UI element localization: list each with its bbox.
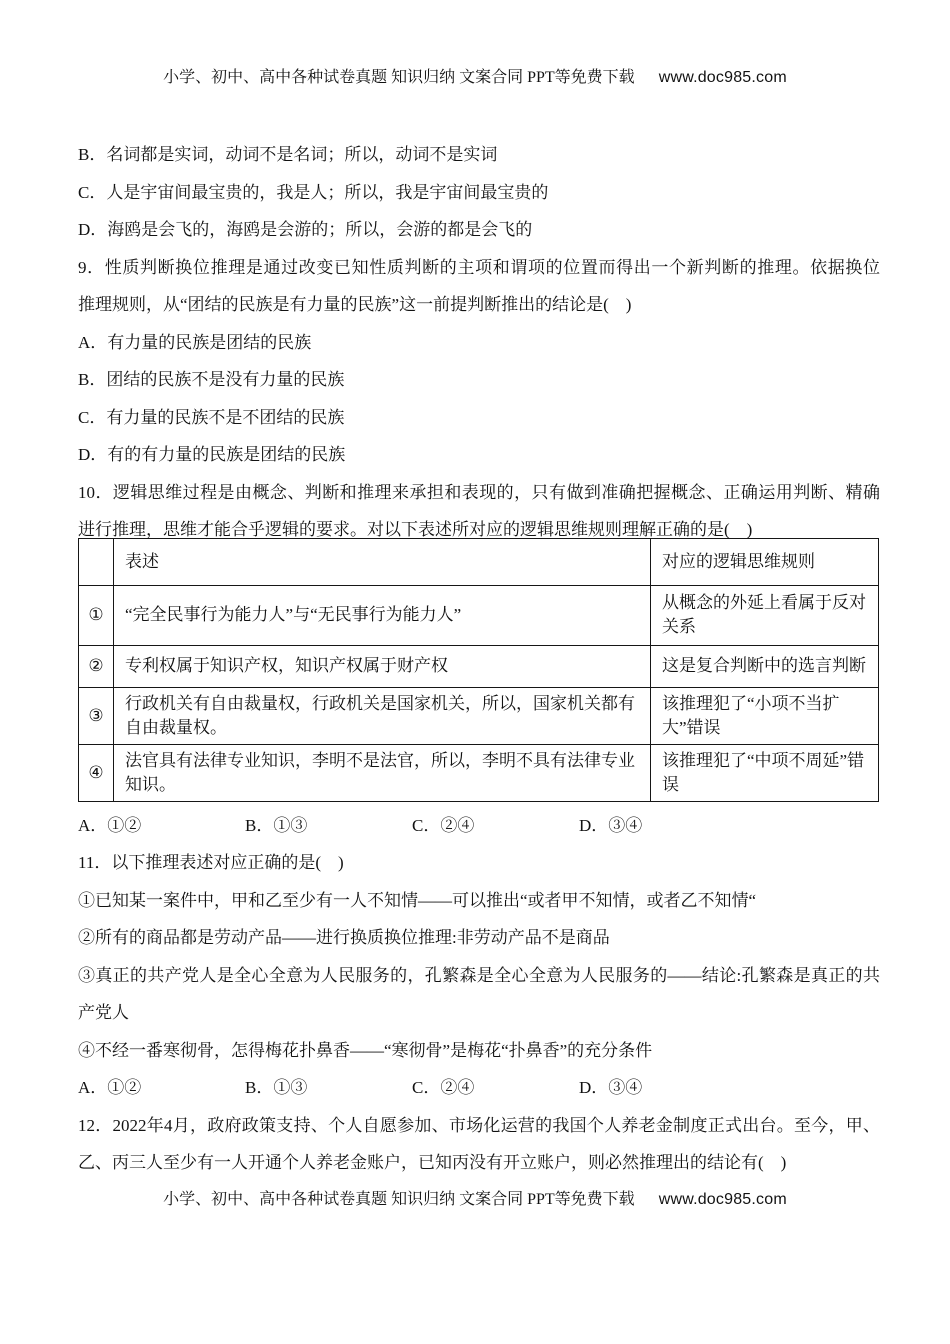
q9-option-b: B．团结的民族不是没有力量的民族 [78,370,345,389]
statement-cell: 专利权属于知识产权，知识产权属于财产权 [114,645,651,687]
header-promo-text: 小学、初中、高中各种试卷真题 知识归纳 文案合同 PPT等免费下载 [163,69,635,86]
statement-cell: 法官具有法律专业知识，李明不是法官，所以，李明不具有法律专业知识。 [114,744,651,801]
q10-option-d: D．③④ [579,815,643,835]
q11-item-3-line-1: ③真正的共产党人是全心全意为人民服务的，孔繁森是全心全意为人民服务的——结论:孔繁森是真正的共 [78,965,880,985]
row-number-cell: ④ [79,744,114,801]
q8-option-b: B．名词都是实词，动词不是名词；所以，动词不是实词 [78,145,498,164]
q10-option-a: A．①② [78,815,142,835]
q11-item-1: ①已知某一案件中，甲和乙至少有一人不知情——可以推出“或者甲不知情，或者乙不知情“ [78,890,757,910]
q10-stem-line-2: 进行推理，思维才能合乎逻辑的要求。对以下表述所对应的逻辑思维规则理解正确的是( ) [78,520,753,539]
q8-option-c: C．人是宇宙间最宝贵的，我是人；所以，我是宇宙间最宝贵的 [78,182,549,202]
statement-cell: “完全民事行为能力人”与“无民事行为能力人” [114,585,651,645]
page-footer [0,1190,950,1210]
q11-item-2: ②所有的商品都是劳动产品——进行换质换位推理:非劳动产品不是商品 [78,928,610,947]
table-row [79,744,879,801]
row-number-cell: ③ [79,687,114,744]
q10-options-row [78,807,880,845]
header-site-url: www.doc985.com [658,69,787,86]
row-number-cell: ① [79,585,114,645]
rule-cell: 该推理犯了“小项不当扩大”错误 [651,687,879,744]
table-row [79,645,879,687]
statement-cell: 行政机关有自由裁量权，行政机关是国家机关，所以，国家机关都有自由裁量权。 [114,687,651,744]
q8-option-d: D．海鸥是会飞的，海鸥是会游的；所以，会游的都是会飞的 [78,220,533,239]
q9-option-c: C．有力量的民族不是不团结的民族 [78,407,345,427]
q11-option-a: A．①② [78,1078,142,1097]
page-header [0,68,950,88]
q10-option-b: B．①③ [245,815,308,835]
rule-cell: 该推理犯了“中项不周延”错误 [651,744,879,801]
q9-option-a: A．有力量的民族是团结的民族 [78,332,312,352]
footer-site-url: www.doc985.com [658,1191,787,1208]
q9-stem-line-2: 推理规则，从“团结的民族是有力量的民族”这一前提判断推出的结论是( ) [78,295,632,314]
q11-stem: 11．以下推理表述对应正确的是( ) [78,853,344,872]
q11-item-4: ④不经一番寒彻骨，怎得梅花扑鼻香——“寒彻骨”是梅花“扑鼻香”的充分条件 [78,1040,653,1060]
rule-cell: 这是复合判断中的选言判断 [651,645,879,687]
q11-options-row [78,1069,880,1107]
q11-item-3-line-2: 产党人 [78,1003,129,1022]
table-row [79,687,879,744]
q11-option-c: C．②④ [412,1078,475,1097]
q12-stem-line-2: 乙、丙三人至少有一人开通个人养老金账户，已知丙没有开立账户，则必然推理出的结论有( ) [78,1153,787,1172]
row-number-cell: ② [79,645,114,687]
q11-option-b: B．①③ [245,1078,308,1097]
table-row [79,585,879,645]
q10-rules-table [78,538,879,802]
footer-promo-text: 小学、初中、高中各种试卷真题 知识归纳 文案合同 PPT等免费下载 [163,1191,635,1208]
q10-stem-line-1: 10．逻辑思维过程是由概念、判断和推理来承担和表现的，只有做到准确把握概念、正确运用判断、精确 [78,482,880,502]
exam-content [78,136,880,1182]
q9-stem-line-1: 9．性质判断换位推理是通过改变已知性质判断的主项和谓项的位置而得出一个新判断的推理。依据换位 [78,257,880,277]
header-cell-rule: 对应的逻辑思维规则 [651,538,879,585]
q11-option-d: D．③④ [579,1078,643,1097]
rule-cell: 从概念的外延上看属于反对关系 [651,585,879,645]
header-cell-statement: 表述 [114,538,651,585]
q9-option-d: D．有的有力量的民族是团结的民族 [78,445,346,464]
q12-stem-line-1: 12．2022年4月，政府政策支持、个人自愿参加、市场化运营的我国个人养老金制度正式出台。至今，甲、 [78,1115,880,1135]
q10-option-c: C．②④ [412,815,475,835]
